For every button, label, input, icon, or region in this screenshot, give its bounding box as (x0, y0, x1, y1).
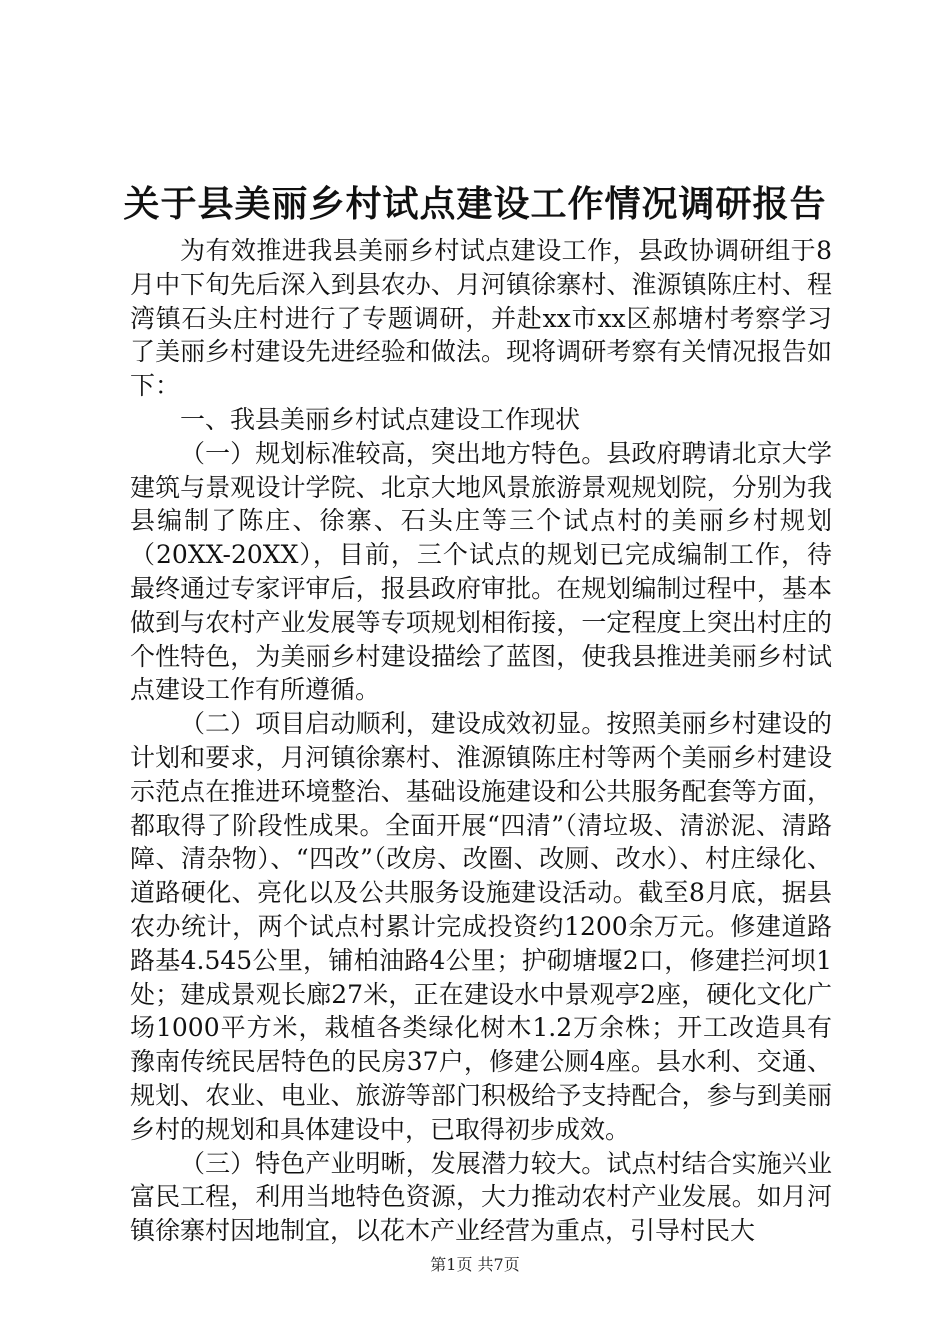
document-title: 关于县美丽乡村试点建设工作情况调研报告 (123, 183, 827, 225)
page-number-footer: 第1页 共7页 (430, 1255, 520, 1274)
section-heading-current-status: 一、我县美丽乡村试点建设工作现状 (180, 404, 581, 434)
paragraph-project-progress: （二）项目启动顺利，建设成效初显。按照美丽乡村建设的计划和要求，月河镇徐寨村、淮源镇陈庄村等两个美丽乡村建设示范点在推进环境整治、基础设施建设和公共服务配套等方面，都取得了阶段性成果。全面开展“四清”（清垃圾、清淤泥、清路障、清杂物）、“四改”（改房、改圈、改厕、改水）、村庄绿化、道路硬化、亮化以及公共服务设施建设活动。截至8月底，据县农办统计，两个试点村累计完成投资约1200余万元。修建道路路基4.545公里，铺柏油路4公里；护砌塘堰2口，修建拦河坝1处；建成景观长廊27米，正在建设水中景观亭2座，硬化文化广场1000平方米，栽植各类绿化树木1.2万余株；开工改造具有豫南传统民居特色的民房37户，修建公厕4座。县水利、交通、规划、农业、电业、旅游等部门积极给予支持配合，参与到美丽乡村的规划和具体建设中，已取得初步成效。 (130, 709, 832, 1144)
document-body (130, 234, 832, 1248)
intro-paragraph: 为有效推进我县美丽乡村试点建设工作，县政协调研组于8月中下旬先后深入到县农办、月河镇徐寨村、淮源镇陈庄村、程湾镇石头庄村进行了专题调研，并赴xx市xx区郝塘村考察学习了美丽乡村建设先进经验和做法。现将调研考察有关情况报告如下： (130, 236, 832, 401)
paragraph-industry: （三）特色产业明晰，发展潜力较大。试点村结合实施兴业富民工程，利用当地特色资源，大力推动农村产业发展。如月河镇徐寨村因地制宜，以花木产业经营为重点，引导村民大 (130, 1148, 832, 1246)
paragraph-planning: （一）规划标准较高，突出地方特色。县政府聘请北京大学建筑与景观设计学院、北京大地风景旅游景观规划院，分别为我县编制了陈庄、徐寨、石头庄等三个试点村的美丽乡村规划（20XX-20XX），目前，三个试点的规划已完成编制工作，待最终通过专家评审后，报县政府审批。在规划编制过程中，基本做到与农村产业发展等专项规划相衔接，一定程度上突出村庄的个性特色，为美丽乡村建设描绘了蓝图，使我县推进美丽乡村试点建设工作有所遵循。 (130, 438, 832, 705)
